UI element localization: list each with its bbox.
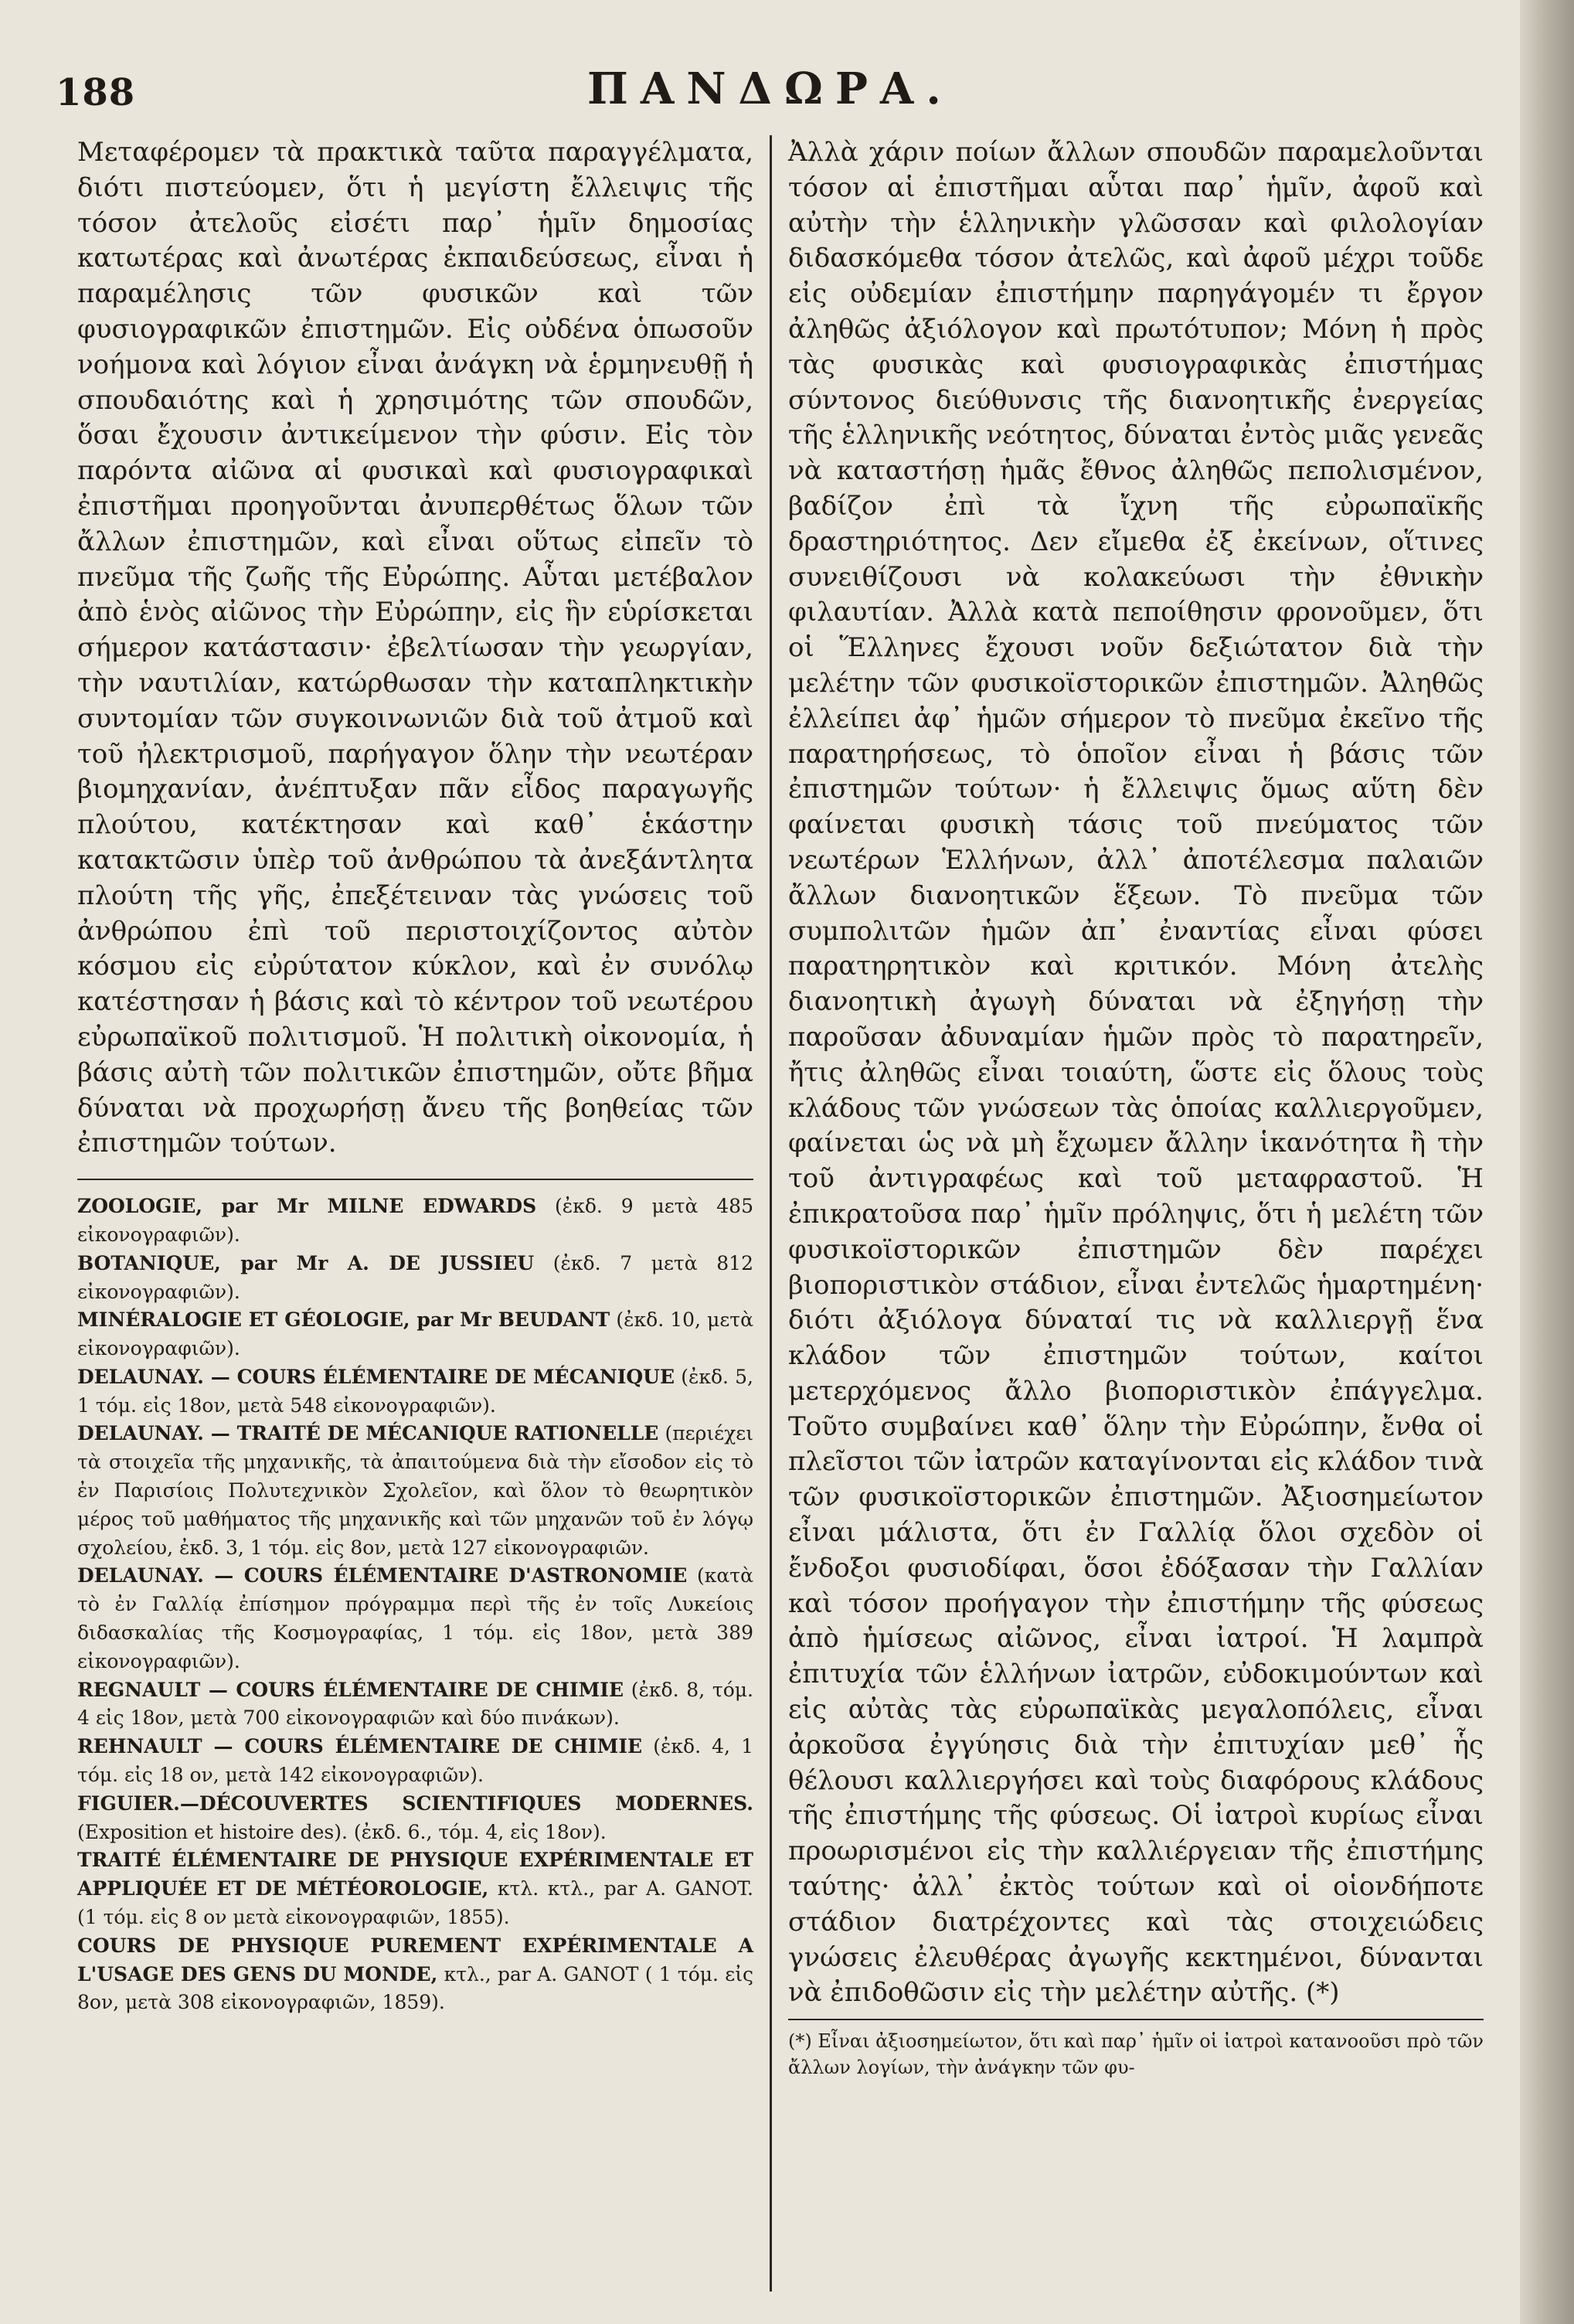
reference-detail: (ἐκδ. 8, τόμ. 4 εἰς 18ον, μετὰ 700 εἰκονογραφιῶν καὶ δύο πινάκων). <box>77 1678 753 1730</box>
reference-detail: (ἐκδ. 7 μετὰ 812 εἰκονογραφιῶν). <box>77 1251 753 1303</box>
right-column <box>788 135 1484 2081</box>
right-article-text: Ἀλλὰ χάριν ποίων ἄλλων σπουδῶν παραμελοῦνται τόσον αἱ ἐπιστῆμαι αὗται παρ᾽ ἡμῖν, ἀφοῦ καὶ αὐτὴν τὴν ἑλληνικὴν γλῶσσαν καὶ φιλολογίαν διδασκόμεθα τόσον ἀτελῶς, καὶ ἀφοῦ μέχρι τοῦδε εἰς οὐδεμίαν ἐπιστήμην παρηγάγομέν τι ἔργον ἀληθῶς ἀξιόλογον καὶ πρωτότυπον; Μόνη ἡ πρὸς τὰς φυσικὰς καὶ φυσιογραφικὰς ἐπιστήμας σύντονος διεύθυνσις τῆς διανοητικῆς ἐνεργείας τῆς ἑλληνικῆς νεότητος, δύναται ἐντὸς μιᾶς γενεᾶς νὰ καταστήσῃ ἡμᾶς ἔθνος ἀληθῶς πεπολισμένον, βαδίζον ἐπὶ τὰ ἴχνη τῆς εὐρωπαϊκῆς δραστηριότητος. Δεν εἴμεθα ἐξ ἐκείνων, οἵτινες συνειθίζουσι νὰ κολακεύωσι τὴν ἐθνικὴν φιλαυτίαν. Ἀλλὰ κατὰ πεποίθησιν φρονοῦμεν, ὅτι οἱ Ἕλληνες ἔχουσι νοῦν δεξιώτατον διὰ τὴν μελέτην τῶν φυσικοϊστορικῶν ἐπιστημῶν. Ἀληθῶς ἐλλείπει ἀφ᾽ ἡμῶν σήμερον τὸ πνεῦμα ἐκεῖνο τῆς παρατηρήσεως, τὸ ὁποῖον εἶναι ἡ βάσις τῶν ἐπιστημῶν τούτων· ἡ ἔλλειψις ὅμως αὕτη δὲν φαίνεται φυσικὴ τάσις τοῦ πνεύματος τῶν νεωτέρων Ἑλλήνων, ἀλλ᾽ ἀποτέλεσμα παλαιῶν ἄλλων διανοητικῶν ἕξεων. Τὸ πνεῦμα τῶν συμπολιτῶν ἡμῶν ἀπ᾽ ἐναντίας εἶναι φύσει παρατηρητικὸν καὶ κριτικόν. Μόνη ἀτελὴς διανοητικὴ ἀγωγὴ δύναται νὰ ἐξηγήσῃ τὴν παροῦσαν ἀδυναμίαν ἡμῶν πρὸς τὸ παρατηρεῖν, ἤτις ἀληθῶς εἶναι τοιαύτη, ὥστε εἰς ὅλους τοὺς κλάδους τῶν γνώσεων τὰς ὁποίας καλλιεργοῦμεν, φαίνεται ὡς νὰ μὴ ἔχωμεν ἄλλην ἱκανότητα ἢ τὴν τοῦ ἀντιγραφέως καὶ τοῦ μεταφραστοῦ. Ἡ ἐπικρατοῦσα παρ᾽ ἡμῖν πρόληψις, ὅτι ἡ μελέτη τῶν φυσικοϊστορικῶν ἐπιστημῶν δὲν παρέχει βιοποριστικὸν στάδιον, εἶναι ἐντελῶς ἡμαρτημένη· διότι ἀξιόλογα δύναταί τις νὰ καλλιεργῇ ἕνα κλάδον τῶν ἐπιστημῶν τούτων, καίτοι μετερχόμενος ἄλλο βιοποριστικὸν ἐπάγγελμα. Τοῦτο συμβαίνει καθ᾽ ὅλην τὴν Εὐρώπην, ἔνθα οἱ πλεῖστοι τῶν ἰατρῶν καταγίνονται εἰς κλάδον τινὰ τῶν φυσικοϊστορικῶν ἐπιστημῶν. Ἀξιοσημείωτον εἶναι μάλιστα, ὅτι ἐν Γαλλίᾳ ὅλοι σχεδὸν οἱ ἔνδοξοι φυσιοδίφαι, ὅσοι ἐδόξασαν τὴν Γαλλίαν καὶ τόσον προήγαγον τὴν ἐπιστήμην τῆς φύσεως ἀπὸ ἡμίσεως αἰῶνος, εἶναι ἰατροί. Ἡ λαμπρὰ ἐπιτυχία τῶν ἑλλήνων ἰατρῶν, εὐδοκιμούντων καὶ εἰς αὐτὰς τὰς εὐρωπαϊκὰς μεγαλοπόλεις, εἶναι ἀρκοῦσα ἐγγύησις διὰ τὴν ἐπιτυχίαν μεθ᾽ ἧς θέλουσι καλλιεργήσει καὶ τοὺς διαφόρους κλάδους τῆς ἐπιστήμης τῆς φύσεως. Οἱ ἰατροὶ κυρίως εἶναι προωρισμένοι εἰς τὴν καλλιέργειαν τῆς ἐπιστήμης ταύτης· ἀλλ᾽ ἐκτὸς τούτων καὶ οἱ οἱονδήποτε στάδιον διατρέχοντες καὶ τὰς στοιχειώδεις γνώσεις ἐλευθέρας ἀγωγῆς κεκτημένοι, δύνανται νὰ ἐπιδοθῶσιν εἰς τὴν μελέτην αὐτῆς. (*) <box>788 137 1484 2009</box>
reference-title: DELAUNAY. — TRAITÉ DE MÉCANIQUE RATIONELLE <box>77 1422 659 1445</box>
reference-item <box>77 1562 753 1676</box>
reference-title: MINÉRALOGIE ET GÉOLOGIE, par Mr BEUDANT <box>77 1308 610 1332</box>
reference-detail: (περιέχει τὰ στοιχεῖα τῆς μηχανικῆς, τὰ ἀπαιτούμενα διὰ τὴν εἴσοδον εἰς τὸ ἐν Παρισίοις Πολυτεχνικὸν Σχολεῖον, καὶ ὅλον τὸ θεωρητικὸν μέρος τοῦ μαθήματος τῆς μηχανικῆς καὶ τῶν μηχανῶν τοῦ ἐν λόγῳ σχολείου, ἐκδ. 3, 1 τόμ. εἰς 8ον, μετὰ 127 εἰκονογραφιῶν. <box>77 1422 753 1559</box>
reference-detail: (κατὰ τὸ ἐν Γαλλίᾳ ἐπίσημον πρόγραμμα περὶ τῆς ἐν τοῖς Λυκείοις διδασκαλίας τῆς Κοσμογραφίας, 1 τόμ. εἰς 18ον, μετὰ 389 εἰκονογραφιῶν). <box>77 1564 753 1672</box>
reference-title: BOTANIQUE, par Mr A. DE JUSSIEU <box>77 1251 535 1274</box>
reference-detail: (Exposition et histoire des). (ἐκδ. 6., τόμ. 4, εἰς 18ον). <box>77 1820 607 1843</box>
reference-title: DELAUNAY. — COURS ÉLÉMENTAIRE D'ASTRONOMIE <box>77 1564 688 1587</box>
reference-item <box>77 1846 753 1931</box>
reference-item <box>77 1420 753 1562</box>
reference-title: FIGUIER.—DÉCOUVERTES SCIENTIFIQUES MODERNES. <box>77 1791 753 1815</box>
footnote: (*) Εἶναι ἀξιοσημείωτον, ὅτι καὶ παρ᾽ ἡμῖν οἱ ἰατροὶ κατανοοῦσι πρὸ τῶν ἄλλων λογίων, τὴν ἀνάγκην τῶν φυ- <box>788 2030 1484 2079</box>
reference-item <box>77 1733 753 1790</box>
reference-detail: (ἐκδ. 10, μετὰ εἰκονογραφιῶν). <box>77 1308 753 1360</box>
reference-detail: κτλ. κτλ., par A. GANOT. (1 τόμ. εἰς 8 ον μετὰ εἰκονογραφιῶν, 1855). <box>77 1877 753 1929</box>
reference-list <box>77 1193 753 2017</box>
column-divider <box>770 135 772 2292</box>
footnote-separator <box>788 2019 1484 2020</box>
page-number: 188 <box>56 71 136 114</box>
left-article-text: Μεταφέρομεν τὰ πρακτικὰ ταῦτα παραγγέλματα, διότι πιστεύομεν, ὅτι ἡ μεγίστη ἔλλειψις τῆς τόσον ἀτελοῦς εἰσέτι παρ᾽ ἡμῖν δημοσίας κατωτέρας καὶ ἀνωτέρας ἐκπαιδεύσεως, εἶναι ἡ παραμέλησις τῶν φυσικῶν καὶ τῶν φυσιογραφικῶν ἐπιστημῶν. Εἰς οὐδένα ὁπωσοῦν νοήμονα καὶ λόγιον εἶναι ἀνάγκη νὰ ἑρμηνευθῇ ἡ σπουδαιότης καὶ ἡ χρησιμότης τῶν σπουδῶν, ὅσαι ἔχουσιν ἀντικείμενον τὴν φύσιν. Εἰς τὸν παρόντα αἰῶνα αἱ φυσικαὶ καὶ φυσιογραφικαὶ ἐπιστῆμαι προηγοῦνται ἀνυπερθέτως ὅλων τῶν ἄλλων ἐπιστημῶν, καὶ εἶναι οὕτως εἰπεῖν τὸ πνεῦμα τῆς ζωῆς τῆς Εὐρώπης. Αὗται μετέβαλον ἀπὸ ἑνὸς αἰῶνος τὴν Εὐρώπην, εἰς ἣν εὑρίσκεται σήμερον κατάστασιν· ἐβελτίωσαν τὴν γεωργίαν, τὴν ναυτιλίαν, κατώρθωσαν τὴν καταπληκτικὴν συντομίαν τῶν συγκοινωνιῶν διὰ τοῦ ἀτμοῦ καὶ τοῦ ἠλεκτρισμοῦ, παρήγαγον ὅλην τὴν νεωτέραν βιομηχανίαν, ἀνέπτυξαν πᾶν εἶδος παραγωγῆς πλούτου, κατέκτησαν καὶ καθ᾽ ἑκάστην κατακτῶσιν ὑπὲρ τοῦ ἀνθρώπου τὰ ἀνεξάντλητα πλούτη τῆς γῆς, ἐπεξέτειναν τὰς γνώσεις τοῦ ἀνθρώπου ἐπὶ τοῦ περιστοιχίζοντος αὐτὸν κόσμου εἰς εὐρύτατον κύκλον, καὶ ἐν συνόλῳ κατέστησαν ἡ βάσις καὶ τὸ κέντρον τοῦ νεωτέρου εὐρωπαϊκοῦ πολιτισμοῦ. Ἡ πολιτικὴ οἰκονομία, ἡ βάσις αὐτὴ τῶν πολιτικῶν ἐπιστημῶν, οὔτε βῆμα δύναται νὰ προχωρήσῃ ἄνευ τῆς βοηθείας τῶν ἐπιστημῶν τούτων. <box>77 137 753 1159</box>
reference-detail: (ἐκδ. 5, 1 τόμ. εἰς 18ον, μετὰ 548 εἰκονογραφιῶν). <box>77 1365 753 1417</box>
section-separator <box>77 1179 753 1180</box>
reference-item <box>77 1250 753 1307</box>
running-head: ΠΑΝΔΩΡΑ. <box>587 63 954 114</box>
reference-item <box>77 1790 753 1847</box>
reference-item <box>77 1306 753 1363</box>
reference-title: DELAUNAY. — COURS ÉLÉMENTAIRE DE MÉCANIQUE <box>77 1365 675 1388</box>
reference-item <box>77 1932 753 2017</box>
page-gutter-shadow <box>1520 0 1574 2324</box>
left-column <box>77 135 753 2017</box>
reference-title: TRAITÉ ÉLÉMENTAIRE DE PHYSIQUE EXPÉRIMENTALE ET APPLIQUÉE ET DE MÉTÉOROLOGIE, <box>77 1849 753 1900</box>
reference-title: REHNAULT — COURS ÉLÉMENTAIRE DE CHIMIE <box>77 1735 643 1758</box>
reference-detail: (ἐκδ. 9 μετὰ 485 εἰκονογραφιῶν). <box>77 1195 753 1246</box>
reference-title: REGNAULT — COURS ÉLÉMENTAIRE DE CHIMIE <box>77 1678 624 1701</box>
reference-title: ZOOLOGIE, par Mr MILNE EDWARDS <box>77 1195 537 1218</box>
reference-item <box>77 1193 753 1250</box>
reference-detail: κτλ., par A. GANOT ( 1 τόμ. εἰς 8ον, μετὰ 308 εἰκονογραφιῶν, 1859). <box>77 1962 754 2014</box>
reference-detail: (ἐκδ. 4, 1 τόμ. εἰς 18 ον, μετὰ 142 εἰκονογραφιῶν). <box>77 1735 753 1787</box>
reference-item <box>77 1363 753 1421</box>
reference-title: COURS DE PHYSIQUE PUREMENT EXPÉRIMENTALE A L'USAGE DES GENS DU MONDE, <box>77 1934 753 1985</box>
reference-item <box>77 1676 753 1734</box>
